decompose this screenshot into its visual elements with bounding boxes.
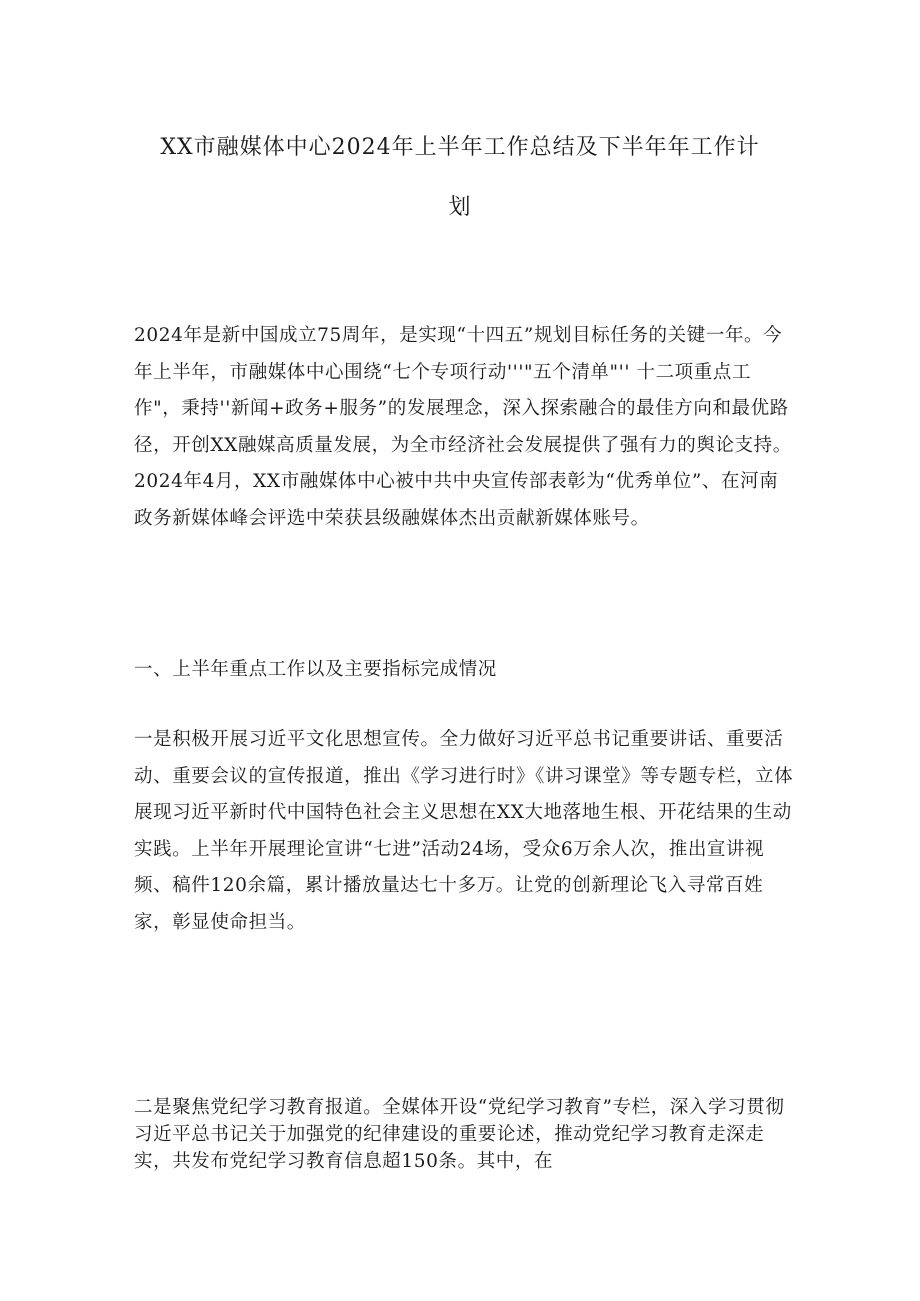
title-line-1: XX市融媒体中心2024年上半年工作总结及下半年年工作计 bbox=[160, 135, 760, 160]
paragraph-item-2: 二是聚焦党纪学习教育报道。全媒体开设“党纪学习教育”专栏，深入学习贯彻习近平总书记关于加强党的纪律建设的重要论述，推动党纪学习教育走深走实，共发布党纪学习教育信息超150条。其中，在 bbox=[134, 1097, 785, 1172]
paragraph-intro: 2024年是新中国成立75周年，是实现“十四五”规划目标任务的关键一年。今年上半年，市融媒体中心围绕“七个专项行动'''"五个清单"'' 十二项重点工作"，秉持''新闻+政务+服务”的发展理念，深入探索融合的最佳方向和最优路径，开创XX融媒高质量发展，为全市经济社会发展提供了强有力的舆论支持。2024年4月，XX市融媒体中心被中共中央宣传部表彰为“优秀单位”、在河南政务新媒体峰会评选中荣获县级融媒体杰出贡献新媒体账号。 bbox=[134, 325, 792, 529]
document-title bbox=[120, 118, 800, 238]
title-line-2: 划 bbox=[448, 195, 472, 220]
section-heading-1: 一、上半年重点工作以及主要指标完成情况 bbox=[134, 659, 497, 680]
paragraph-item-1: 一是积极开展习近平文化思想宣传。全力做好习近平总书记重要讲话、重要活动、重要会议的宣传报道，推出《学习进行时》《讲习课堂》等专题专栏，立体展现习近平新时代中国特色社会主义思想在XX大地落地生根、开花结果的生动实践。上半年开展理论宣讲“七进”活动24场，受众6万余人次，推出宣讲视频、稿件120余篇，累计播放量达七十多万。让党的创新理论飞入寻常百姓家，彰显使命担当。 bbox=[134, 729, 794, 933]
